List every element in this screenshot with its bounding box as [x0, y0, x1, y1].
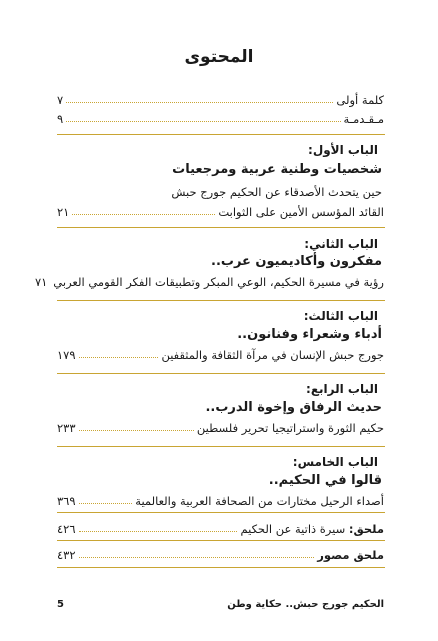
toc-entry-label: أصداء الرحيل مختارات من الصحافة العربية والعالمية — [135, 494, 384, 508]
section-subheading: حديث الرفاق وإخوة الدرب.. — [205, 400, 382, 415]
toc-entry[interactable] — [57, 110, 384, 126]
section-divider — [57, 373, 385, 374]
toc-entry[interactable] — [57, 346, 384, 362]
toc-entry-page: ٧١ — [34, 275, 48, 289]
section-heading: الباب الثالث: — [303, 309, 378, 323]
section-divider — [57, 540, 385, 541]
dot-leader — [79, 357, 159, 358]
section-subheading: قالوا في الحكيم.. — [268, 473, 382, 488]
section-divider — [57, 227, 385, 228]
toc-entry-page: ٣٦٩ — [57, 494, 76, 508]
appendix-label: سيرة ذاتية عن الحكيم — [240, 522, 349, 536]
section-subheading: أدباء وشعراء وفنانون.. — [237, 327, 382, 342]
toc-entry-label: مـقـدمـة — [343, 112, 384, 126]
section-heading: الباب الخامس: — [292, 455, 378, 469]
toc-plain-line: حين يتحدث الأصدقاء عن الحكيم جورج حبش — [171, 185, 382, 199]
dot-leader — [66, 121, 340, 122]
toc-entry-label: كلمة أولى — [336, 93, 384, 107]
section-subheading: مفكرون وأكاديميون عرب.. — [211, 254, 382, 269]
dot-leader — [79, 557, 315, 558]
section-divider — [57, 567, 385, 568]
dot-leader — [79, 531, 238, 532]
section-subheading: شخصيات وطنية عربية ومرجعيات — [172, 162, 382, 177]
toc-entry-page: ٧ — [57, 93, 64, 107]
dot-leader — [79, 430, 194, 431]
toc-entry-appendix[interactable] — [57, 520, 384, 536]
page-number: 5 — [57, 598, 64, 610]
toc-entry-page: ٢٣٣ — [57, 421, 76, 435]
toc-entry[interactable] — [34, 273, 384, 289]
page-title: المحتوى — [184, 47, 254, 67]
toc-entry-page: ٢١ — [57, 205, 70, 219]
section-divider — [57, 300, 385, 301]
dot-leader — [79, 503, 133, 504]
appendix-label-bold: ملحق مصور — [317, 548, 384, 562]
dot-leader — [72, 214, 215, 215]
section-heading: الباب الأول: — [308, 143, 378, 157]
toc-entry-label: القائد المؤسس الأمين على الثوابت — [218, 205, 384, 219]
toc-entry-label: حكيم الثورة واستراتيجيا تحرير فلسطين — [196, 421, 384, 435]
toc-entry[interactable] — [57, 91, 384, 107]
page-footer — [57, 596, 384, 612]
toc-entry-page: ٩ — [57, 112, 64, 126]
toc-entry[interactable] — [57, 492, 384, 508]
toc-entry-label: جورج حبش الإنسان في مرآة الثقافة والمثقفين — [161, 348, 384, 362]
appendix-label-bold: ملحق: — [348, 522, 384, 536]
toc-entry-page: ١٧٩ — [57, 348, 76, 362]
toc-entry[interactable] — [57, 203, 384, 219]
toc-entry-label: رؤية في مسيرة الحكيم، الوعي المبكر وتطبيقات الفكر القومي العربي — [53, 275, 384, 289]
section-divider — [57, 446, 385, 447]
toc-entry-appendix[interactable] — [57, 546, 384, 562]
toc-entry-page: ٤٢٦ — [57, 522, 76, 536]
toc-entry-page: ٤٣٢ — [57, 548, 76, 562]
section-divider — [57, 134, 385, 135]
section-heading: الباب الرابع: — [306, 382, 378, 396]
section-divider — [57, 512, 385, 513]
running-title: الحكيم جورج حبش.. حكاية وطن — [227, 598, 384, 610]
toc-entry[interactable] — [57, 419, 384, 435]
section-heading: الباب الثاني: — [304, 237, 378, 251]
dot-leader — [66, 102, 333, 103]
